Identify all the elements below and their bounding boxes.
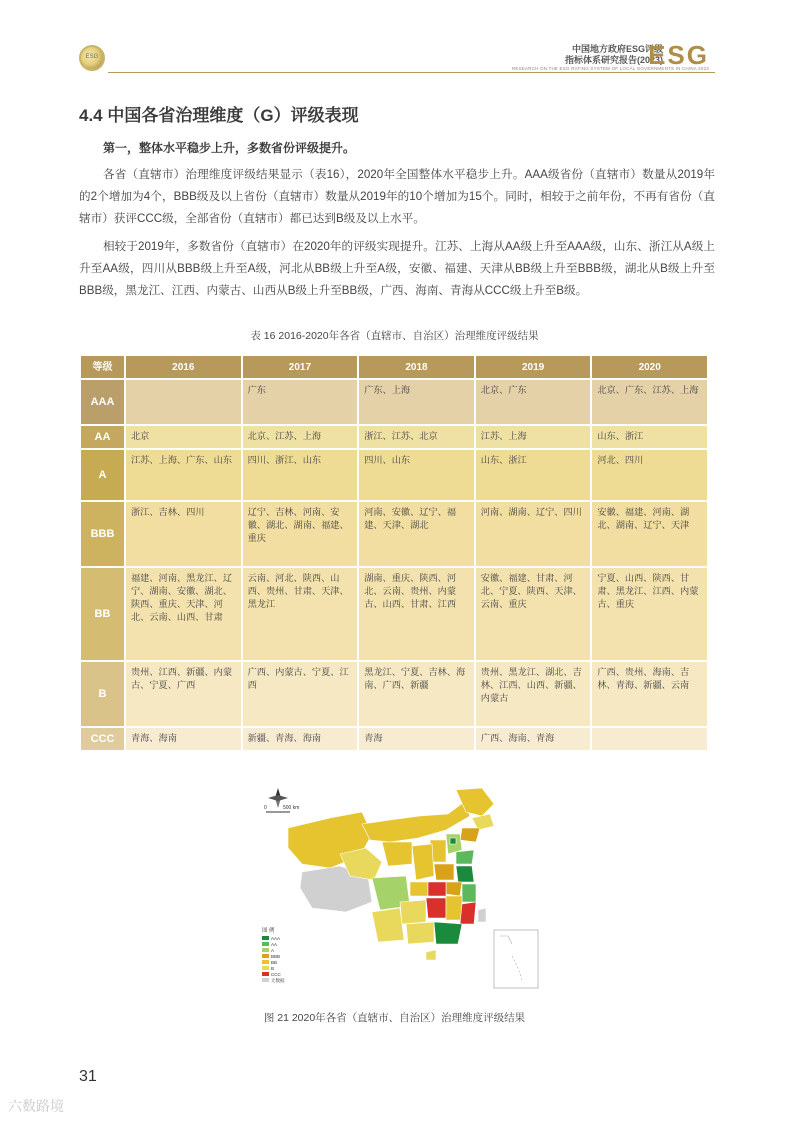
header-cell: 等级 — [81, 356, 124, 378]
region-shaanxi — [412, 844, 434, 880]
header-cell: 2018 — [359, 356, 474, 378]
region-guangxi — [406, 922, 434, 944]
header-title-line1: 中国地方政府ESG评级 — [571, 44, 663, 54]
table-cell: 广西、海南、青海 — [476, 728, 591, 750]
logo-text: ESG — [85, 54, 99, 60]
table-cell: 贵州、黑龙江、湖北、吉林、江西、山西、新疆、内蒙古 — [476, 662, 591, 726]
table-cell: 江苏、上海 — [476, 426, 591, 448]
scale-zero: 0 — [264, 805, 267, 811]
china-rating-map — [250, 784, 550, 994]
figure-caption: 图 21 2020年各省（直辖市、自治区）治理维度评级结果 — [263, 1012, 526, 1024]
region-taiwan — [478, 908, 486, 922]
header-cell: 2019 — [476, 356, 591, 378]
table-row — [81, 450, 707, 500]
header-divider — [108, 72, 715, 73]
legend-label: CCC — [271, 972, 281, 977]
region-henan — [434, 864, 454, 880]
table-cell: 河北、四川 — [592, 450, 707, 500]
table-row — [81, 380, 707, 424]
table-cell — [126, 380, 241, 424]
header-subtitle: RESEARCH ON THE ESG RATING SYSTEM OF LOCAL GOVERNMENTS IN CHINA 2023 — [511, 66, 709, 71]
region-anhui — [446, 882, 462, 896]
table-cell: 安徽、福建、甘肃、河北、宁夏、陕西、天津、云南、重庆 — [476, 568, 591, 660]
legend-label: BB — [271, 960, 278, 965]
level-cell: CCC — [81, 728, 124, 750]
region-hainan — [426, 950, 436, 960]
legend-label: AA — [271, 942, 278, 947]
legend-label: 无数据 — [271, 978, 285, 983]
legend-label: B — [271, 966, 275, 971]
table-cell: 广东 — [243, 380, 358, 424]
region-liaoning — [460, 828, 480, 842]
table-cell: 北京 — [126, 426, 241, 448]
table-cell: 青海 — [359, 728, 474, 750]
region-chongqing — [410, 882, 428, 896]
region-beijing — [450, 838, 456, 844]
table-row — [81, 728, 707, 750]
table-cell: 福建、河南、黑龙江、辽宁、湖南、安徽、湖北、陕西、重庆、天津、河北、云南、山西、甘肃 — [126, 568, 241, 660]
south-china-sea-inset — [494, 930, 538, 988]
table-cell: 云南、河北、陕西、山西、贵州、甘肃、天津、黑龙江 — [243, 568, 358, 660]
table-cell: 山东、浙江 — [476, 450, 591, 500]
table-cell — [592, 728, 707, 750]
table-row — [81, 502, 707, 566]
region-guangdong — [434, 922, 462, 944]
table-row — [81, 662, 707, 726]
table-cell: 山东、浙江 — [592, 426, 707, 448]
region-fujian — [460, 902, 476, 924]
table-cell: 浙江、吉林、四川 — [126, 502, 241, 566]
page-number: 31 — [79, 1068, 97, 1085]
level-cell: A — [81, 450, 124, 500]
table-cell: 北京、广东 — [476, 380, 591, 424]
table-cell: 辽宁、吉林、河南、安徽、湖北、湖南、福建、重庆 — [243, 502, 358, 566]
table-cell: 青海、海南 — [126, 728, 241, 750]
region-hunan — [426, 898, 446, 918]
table-cell: 黑龙江、宁夏、吉林、海南、广西、新疆 — [359, 662, 474, 726]
legend-swatch — [262, 954, 269, 958]
header-cell: 2017 — [243, 356, 358, 378]
paragraph-1: 各省（直辖市）治理维度评级结果显示（表16），2020年全国整体水平稳步上升。AAA级省份（直辖市）数量从2019年的2个增加为4个，BBB级及以上省份（直辖市）数量从2019年的10个增加为15个。同时，相较于之前年份，不再有省份（直辖市）获评CCC级，全部省份（直辖市）都已达到B级及以上水平。 — [79, 168, 715, 225]
region-gansu — [382, 842, 412, 866]
region-zhejiang — [462, 884, 476, 902]
region-jiangxi — [446, 896, 462, 920]
level-cell: AAA — [81, 380, 124, 424]
table-cell: 贵州、江西、新疆、内蒙古、宁夏、广西 — [126, 662, 241, 726]
rating-table — [79, 354, 709, 752]
table-cell: 广西、贵州、海南、吉林、青海、新疆、云南 — [592, 662, 707, 726]
legend-swatch — [262, 960, 269, 964]
table-header-row — [81, 356, 707, 378]
legend-title: 图 例 — [262, 928, 275, 934]
table-cell: 北京、广东、江苏、上海 — [592, 380, 707, 424]
table-cell: 新疆、青海、海南 — [243, 728, 358, 750]
table-cell: 湖南、重庆、陕西、河北、云南、贵州、内蒙古、山西、甘肃、江西 — [359, 568, 474, 660]
level-cell: B — [81, 662, 124, 726]
legend-swatch — [262, 978, 269, 982]
table-cell: 广西、内蒙古、宁夏、江西 — [243, 662, 358, 726]
table-cell: 浙江、江苏、北京 — [359, 426, 474, 448]
legend-label: AAA — [271, 936, 281, 941]
table-cell: 安徽、福建、河南、湖北、湖南、辽宁、天津 — [592, 502, 707, 566]
header-brand: ESG — [648, 40, 709, 70]
region-jiangsu — [456, 866, 474, 882]
table-cell: 北京、江苏、上海 — [243, 426, 358, 448]
watermark: 六数路境 — [8, 1098, 64, 1114]
table-cell: 宁夏、山西、陕西、甘肃、黑龙江、江西、内蒙古、重庆 — [592, 568, 707, 660]
region-jilin — [472, 814, 494, 830]
scale-label: 500 km — [283, 805, 300, 811]
table-row — [81, 568, 707, 660]
table-cell: 广东、上海 — [359, 380, 474, 424]
legend-swatch — [262, 936, 269, 940]
region-shandong — [456, 850, 474, 864]
table-row — [81, 426, 707, 448]
header-cell: 2020 — [592, 356, 707, 378]
table-caption: 表 16 2016-2020年各省（直辖市、自治区）治理维度评级结果 — [250, 330, 539, 342]
header-title-line2: 指标体系研究报告(2023) — [564, 55, 663, 65]
region-guizhou — [400, 900, 426, 924]
map-legend — [262, 926, 285, 984]
map-graphic — [250, 784, 550, 994]
level-cell: BBB — [81, 502, 124, 566]
level-cell: AA — [81, 426, 124, 448]
legend-label: BBB — [271, 954, 281, 959]
level-cell: BB — [81, 568, 124, 660]
paragraph-2: 相较于2019年，多数省份（直辖市）在2020年的评级实现提升。江苏、上海从AA级上升至AAA级，山东、浙江从A级上升至AA级，四川从BBB级上升至A级，河北从BB级上升至A级，安徽、福建、天津从BB级上升至BBB级，湖北从B级上升至BBB级，黑龙江、江西、内蒙古、山西从B级上升至BB级，广西、海南、青海从CCC级上升至B级。 — [79, 240, 715, 297]
lead-sentence: 第一，整体水平稳步上升，多数省份评级提升。 — [103, 141, 356, 155]
header-cell: 2016 — [126, 356, 241, 378]
region-hubei — [428, 882, 446, 896]
report-logo — [79, 45, 105, 71]
table-cell: 四川、浙江、山东 — [243, 450, 358, 500]
legend-swatch — [262, 972, 269, 976]
legend-label: A — [271, 948, 275, 953]
legend-swatch — [262, 966, 269, 970]
table-cell: 江苏、上海、广东、山东 — [126, 450, 241, 500]
legend-swatch — [262, 942, 269, 946]
table-cell: 四川、山东 — [359, 450, 474, 500]
region-yunnan — [372, 908, 404, 942]
table-cell: 河南、安徽、辽宁、福建、天津、湖北 — [359, 502, 474, 566]
legend-swatch — [262, 948, 269, 952]
section-title: 4.4 中国各省治理维度（G）评级表现 — [79, 106, 359, 125]
table-cell: 河南、湖南、辽宁、四川 — [476, 502, 591, 566]
